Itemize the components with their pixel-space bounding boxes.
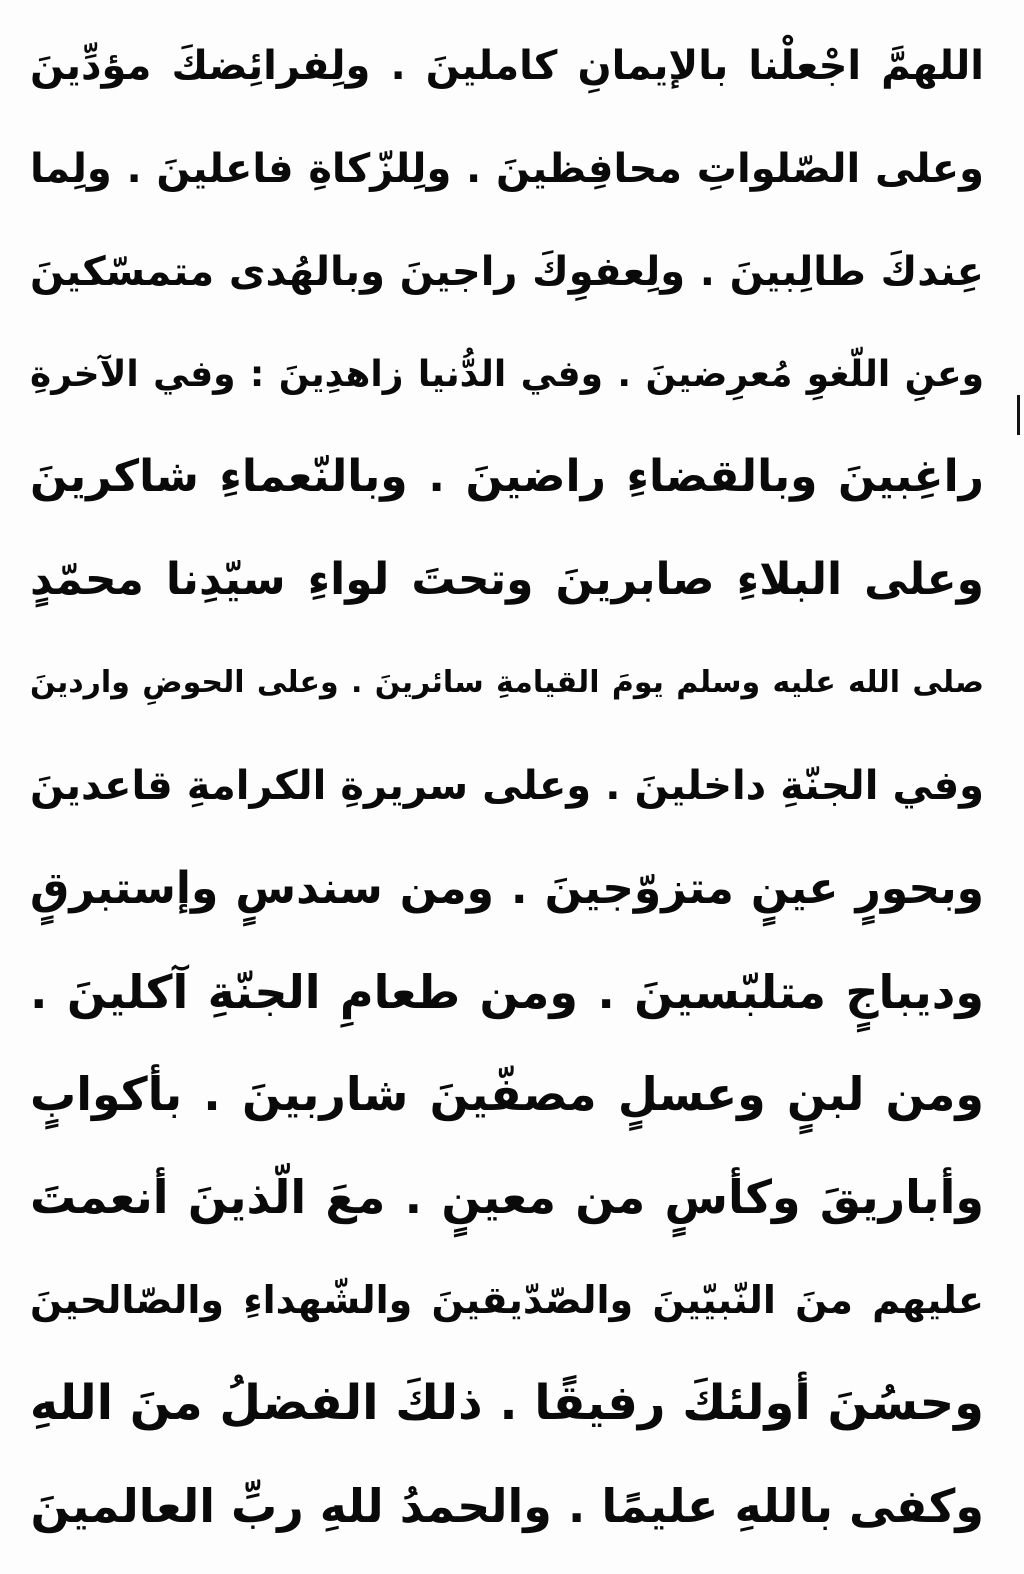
text-line: وفي الجنّةِ داخلينَ . وعلى سريرةِ الكرامةِ قاعدينَ (30, 762, 984, 809)
text-line: وبحورٍ عينٍ متزوّجينَ . ومن سندسٍ وإستبرقٍ (30, 862, 984, 914)
text-line: راغِبينَ وبالقضاءِ راضينَ . وبالنّعماءِ شاكرينَ (30, 451, 984, 503)
text-line: وعلى البلاءِ صابرينَ وتحتَ لواءِ سيّدِنا محمّدٍ (30, 554, 984, 606)
text-line: وديباجٍ متلبّسينَ . ومن طعامِ الجنّةِ آكلينَ . (30, 964, 984, 1019)
text-line: اللهمَّ اجْعلْنا بالإيمانِ كاملينَ . ولِفرائِضكَ مؤدِّينَ (30, 43, 984, 89)
text-line: صلى الله عليه وسلم يومَ القيامةِ سائرينَ . وعلى الحوضِ واردينَ (30, 665, 984, 701)
text-line: ومن لبنٍ وعسلٍ مصفّينَ شاربينَ . بأكوابٍ (30, 1067, 984, 1122)
text-line: وعلى الصّلواتِ محافِظينَ . ولِلزّكاةِ فاعلينَ . ولِما (30, 145, 984, 192)
scan-edge-mark (1017, 395, 1020, 435)
text-line: عليهم منَ النّبيّينَ والصّدّيقينَ والشّهداءِ والصّالحينَ (30, 1278, 984, 1323)
prayer-text-block (30, 18, 984, 1554)
text-line: وعنِ اللّغوِ مُعرِضينَ . وفي الدُّنيا زاهدِينَ : وفي الآخرةِ (30, 353, 984, 395)
text-line: عِندكَ طالِبينَ . ولِعفوِكَ راجينَ وبالهُدى متمسّكينَ (30, 248, 984, 295)
text-line: وكفى باللهِ عليمًا . والحمدُ للهِ ربِّ العالمينَ (30, 1478, 984, 1533)
text-line: وأباريقَ وكأسٍ من معينٍ . معَ الّذينَ أنعمتَ (30, 1170, 984, 1225)
text-line: وحسُنَ أولئكَ رفيقًا . ذلكَ الفضلُ منَ اللهِ (30, 1374, 984, 1431)
